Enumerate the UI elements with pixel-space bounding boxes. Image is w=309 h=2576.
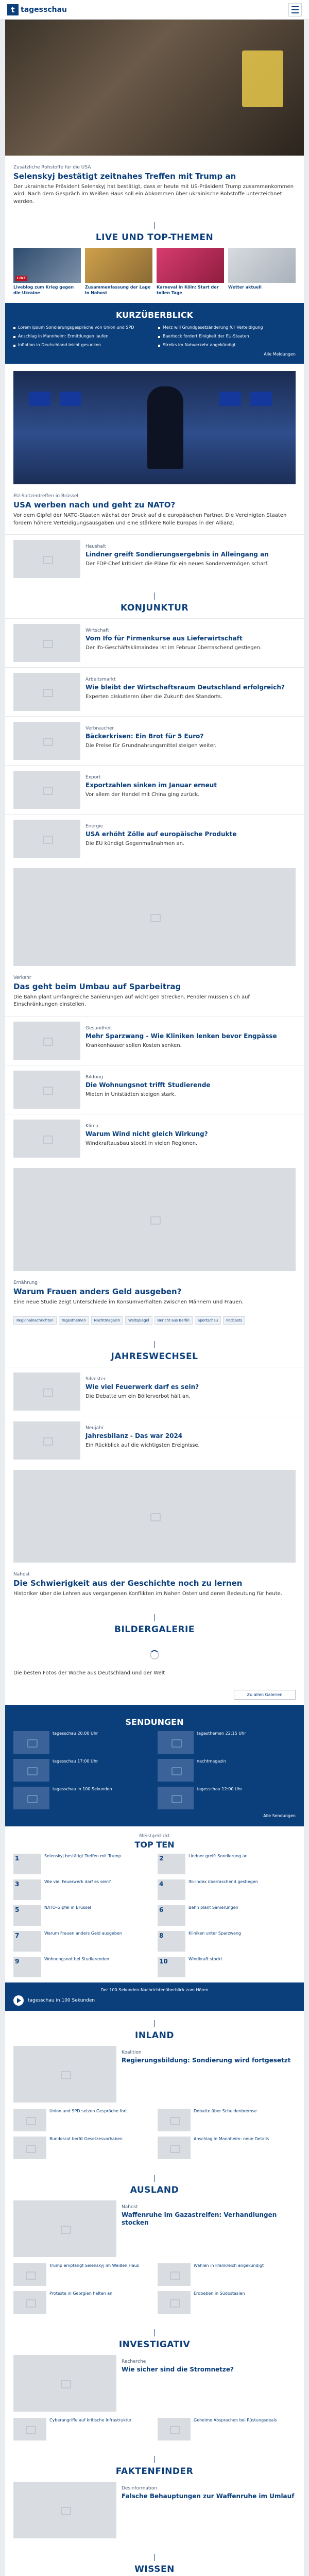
topten-title-text: Kliniken unter Sparzwang	[188, 1930, 242, 1936]
item-headline[interactable]: Falsche Behauptungen zur Waffenruhe im Umlauf	[122, 2492, 295, 2500]
placeholder-image	[13, 771, 80, 809]
konjunktur-title: KONJUNKTUR	[5, 583, 304, 618]
placeholder-image	[13, 2200, 116, 2257]
list-item[interactable]	[5, 618, 304, 667]
list-item[interactable]	[5, 814, 304, 863]
item-topline: Verbraucher	[85, 726, 114, 732]
item-topline: Recherche	[122, 2359, 146, 2364]
ausland-grid	[5, 2263, 304, 2320]
topten-item[interactable]	[158, 1931, 296, 1952]
list-item[interactable]	[5, 667, 304, 716]
placeholder-image	[13, 1372, 80, 1411]
placeholder-image	[13, 1120, 80, 1158]
sendungen	[5, 1705, 304, 1826]
live-image	[13, 248, 81, 283]
sendung-title: tagesschau 12:00 Uhr	[197, 1786, 243, 1791]
topten-rank: 4	[159, 1880, 164, 1888]
chip[interactable]: Nachtmagazin	[91, 1316, 123, 1325]
topten-title-text: Warum Frauen anders Geld ausgeben	[44, 1930, 122, 1936]
topten-title-text: NATO-Gipfel in Brüssel	[44, 1905, 91, 1910]
investigativ-grid	[5, 2418, 304, 2447]
kurz-more-link[interactable]: Alle Meldungen	[264, 352, 296, 357]
logo[interactable]	[7, 4, 67, 15]
item-topline: Neujahr	[85, 1426, 104, 1431]
bildergalerie-title: BILDERGALERIE	[5, 1605, 304, 1640]
story-headline[interactable]: USA werben nach und geht zu NATO?	[13, 500, 176, 510]
faktenfinder-lead[interactable]	[5, 2482, 304, 2545]
topten-item[interactable]	[158, 1957, 296, 1977]
placeholder-image	[13, 673, 80, 711]
topten-title-text: Wohnungsnot bei Studierenden	[44, 1956, 109, 1961]
mini-title: Trump empfängt Selenskyj im Weißen Haus	[49, 2263, 139, 2268]
topten-rank: 3	[15, 1880, 20, 1888]
inland-grid	[5, 2109, 304, 2165]
item-topline: Gesundheit	[85, 1025, 112, 1031]
item-headline[interactable]: Jahresbilanz - Das war 2024	[85, 1432, 183, 1440]
item-topline: Silvester	[85, 1377, 106, 1382]
story-teaser: Vor dem Gipfel der NATO-Staaten wächst der Druck auf die europäischen Partner. Die Vereinigten Staaten fordern höhere Verteidigungsausgaben und eine stärkere Rolle Europas in der Allianz.	[13, 513, 287, 526]
topten-topline: Meistgeklickt	[139, 1833, 170, 1839]
item-topline: Nahost	[122, 2204, 138, 2210]
story-nato[interactable]	[5, 371, 304, 534]
list-item[interactable]	[5, 765, 304, 814]
kurz-item[interactable]: Merz will Grundgesetzänderung für Verteidigung	[158, 325, 296, 331]
wissen-title: WISSEN	[5, 2545, 304, 2576]
placeholder-image	[13, 1022, 80, 1060]
play-icon[interactable]	[13, 1995, 24, 2006]
chip[interactable]: Sportschau	[195, 1316, 221, 1325]
audio-label: Der 100-Sekunden-Nachrichtenüberblick zum Hören	[100, 1987, 209, 1992]
item-teaser: Vor allem der Handel mit China ging zurück.	[85, 792, 200, 798]
item-teaser: Die EU kündigt Gegenmaßnahmen an.	[85, 841, 185, 847]
item-headline[interactable]: Mehr Sparzwang - Wie Kliniken lenken bevor Engpässe	[85, 1032, 277, 1040]
chip[interactable]: Bericht aus Berlin	[154, 1316, 193, 1325]
mini-item[interactable]	[158, 2109, 296, 2131]
topten-rank: 6	[159, 1906, 164, 1913]
kurz-item[interactable]: Anschlag in Mannheim: Ermittlungen laufen	[13, 334, 151, 340]
item-headline[interactable]: Die Wohnungsnot trifft Studierende	[85, 1081, 211, 1089]
item-topline: Export	[85, 775, 101, 781]
lead-teaser: Der ukrainische Präsident Selenskyj hat bestätigt, dass er heute mit US-Präsident Trump zusammenkommen wird. Nach dem Gespräch im Weißen Haus soll ein Abkommen über ukrainische Rohstoffe unterzeichnet werden.	[13, 183, 294, 205]
live-card[interactable]	[85, 248, 152, 296]
topten-rank: 9	[15, 1957, 20, 1965]
list-item[interactable]	[5, 534, 304, 583]
item-teaser: Die Preise für Grundnahrungsmittel steigen weiter.	[85, 743, 217, 749]
mini-item[interactable]	[158, 2291, 296, 2314]
chip-row	[5, 1313, 304, 1332]
sendung-title: tagesthemen 22:15 Uhr	[197, 1731, 246, 1736]
kurz-item[interactable]: Lorem ipsum Sondierungsgespräche von Union und SPD	[13, 325, 151, 331]
story-topline: Nahost	[13, 1572, 30, 1578]
kurz-title: KURZÜBERBLICK	[116, 310, 193, 320]
ausland-title: AUSLAND	[5, 2165, 304, 2200]
mini-item[interactable]	[158, 2137, 296, 2159]
item-topline: Desinformation	[122, 2485, 158, 2491]
galerie-caption: Die besten Fotos der Woche aus Deutschland und der Welt	[13, 1670, 165, 1676]
item-headline[interactable]: Lindner greift Sondierungsergebnis in Alleingang an	[85, 551, 269, 558]
item-teaser: Krankenhäuser sollen Kosten senken.	[85, 1042, 182, 1048]
inland-title: INLAND	[5, 2011, 304, 2046]
lead-topline: Zusätzliche Rohstoffe für die USA	[13, 165, 91, 170]
ausland-lead[interactable]	[5, 2200, 304, 2263]
placeholder-image	[13, 540, 80, 578]
live-card-title: Liveblog zum Krieg gegen die Ukraine	[13, 285, 74, 295]
topten-rank: 10	[159, 1957, 168, 1965]
story-topline: Ernährung	[13, 1280, 38, 1285]
audio-player	[5, 1982, 304, 2011]
item-headline[interactable]: Wie viel Feuerwerk darf es sein?	[85, 1383, 199, 1391]
mini-title: Erdbeben in Südostasien	[194, 2291, 245, 2296]
placeholder-image	[13, 624, 80, 662]
logo-text: tagesschau	[21, 5, 67, 14]
audio-title: tagesschau in 100 Sekunden	[28, 1997, 95, 2003]
item-topline: Arbeitsmarkt	[85, 677, 116, 683]
placeholder-image	[13, 1168, 296, 1271]
placeholder-image	[13, 868, 296, 966]
topten-item[interactable]	[158, 1905, 296, 1926]
live-image	[228, 248, 296, 283]
placeholder-image	[13, 1421, 80, 1460]
live-image	[85, 248, 152, 283]
topten-item[interactable]	[158, 1854, 296, 1874]
faktenfinder-title: FAKTENFINDER	[5, 2447, 304, 2482]
topten-title-text: Windkraft stockt	[188, 1956, 222, 1961]
kurzueberblick	[5, 303, 304, 364]
mini-title: Proteste in Georgien halten an	[49, 2291, 113, 2296]
live-card-title: Karneval in Köln: Start der tollen Tage	[157, 285, 219, 295]
topten-title-text: Lindner greift Sondierung an	[188, 1853, 248, 1858]
item-teaser: Ein Rückblick auf die wichtigsten Ereignisse.	[85, 1443, 200, 1449]
topten-title-text: Wie viel Feuerwerk darf es sein?	[44, 1879, 111, 1884]
story-topline: EU-Spitzentreffen in Brüssel	[13, 494, 78, 499]
story-topline: Verkehr	[13, 975, 31, 981]
story-headline[interactable]: Das geht beim Umbau auf Sparbeitrag	[13, 982, 181, 992]
menu-icon[interactable]	[288, 3, 302, 16]
sendung-item[interactable]	[158, 1731, 296, 1754]
chip[interactable]: Weltspiegel	[125, 1316, 152, 1325]
mini-title: Bundesrat berät Gesetzesvorhaben	[49, 2136, 123, 2141]
item-teaser: Windkraftausbau stockt in vielen Regionen.	[85, 1140, 198, 1146]
sendung-item[interactable]	[158, 1759, 296, 1782]
loading-spinner-icon	[150, 1650, 159, 1659]
live-card-title: Zusammenfassung der Lage in Nahost	[85, 285, 151, 295]
mini-title: Geheime Absprachen bei Rüstungsdeals	[194, 2417, 277, 2422]
item-teaser: Experten diskutieren über die Zukunft des Standorts.	[85, 694, 222, 700]
topten-rank: 1	[15, 1854, 20, 1862]
nato-image	[13, 371, 296, 484]
sendung-item[interactable]	[13, 1787, 151, 1809]
list-item[interactable]	[5, 1367, 304, 1416]
mini-title: Wahlen in Frankreich angekündigt	[194, 2263, 264, 2268]
sendung-title: tagesschau 17:00 Uhr	[53, 1758, 98, 1764]
topten-title: TOP TEN	[134, 1839, 175, 1850]
investigativ-lead[interactable]	[5, 2355, 304, 2418]
sendung-title: tagesschau 20:00 Uhr	[53, 1731, 98, 1736]
mini-item[interactable]	[13, 2109, 151, 2131]
placeholder-image	[13, 1470, 296, 1563]
sendungen-title: SENDUNGEN	[125, 1717, 184, 1727]
kurz-item[interactable]: Streiks im Nahverkehr angekündigt	[158, 343, 296, 348]
list-item[interactable]	[5, 1065, 304, 1114]
story-wide-3[interactable]	[5, 1470, 304, 1605]
kurz-item[interactable]: Inflation in Deutschland leicht gesunken	[13, 343, 151, 348]
topten-item[interactable]	[13, 1905, 151, 1926]
sendungen-more-link[interactable]: Alle Sendungen	[263, 1813, 296, 1818]
topten-rank: 2	[159, 1854, 164, 1862]
story-wide-2[interactable]	[5, 1168, 304, 1313]
item-headline[interactable]: Waffenruhe im Gazastreifen: Verhandlungen stocken	[122, 2211, 277, 2226]
item-topline: Klima	[85, 1123, 99, 1129]
live-card-title: Wetter aktuell	[228, 285, 262, 290]
topten-item[interactable]	[13, 1879, 151, 1900]
story-headline[interactable]: Warum Frauen anders Geld ausgeben?	[13, 1286, 182, 1296]
placeholder-image	[13, 1071, 80, 1109]
sendung-item[interactable]	[13, 1731, 151, 1754]
topten-title-text: Bahn plant Sanierungen	[188, 1905, 238, 1910]
live-card[interactable]	[157, 248, 224, 296]
galerie-more-button[interactable]: Zu allen Galerien	[234, 1690, 296, 1700]
topten-title-text: Selenskyj bestätigt Treffen mit Trump	[44, 1853, 121, 1858]
live-card[interactable]	[13, 248, 81, 296]
lead-story[interactable]	[5, 20, 304, 213]
mini-item[interactable]	[13, 2137, 151, 2159]
topten-item[interactable]	[158, 1879, 296, 1900]
story-teaser: Eine neue Studie zeigt Unterschiede im Konsumverhalten zwischen Männern und Frauen.	[13, 1299, 244, 1305]
story-wide[interactable]	[5, 868, 304, 1016]
jahreswechsel-title: JAHRESWECHSEL	[5, 1332, 304, 1367]
mini-item[interactable]	[13, 2263, 151, 2286]
mini-item[interactable]	[158, 2263, 296, 2286]
main-content	[5, 20, 304, 2576]
item-teaser: Der Ifo-Geschäftsklimaindex ist im Februar überraschend gestiegen.	[85, 645, 262, 651]
item-headline[interactable]: Vom Ifo für Firmenkurse aus Lieferwirtschaft	[85, 635, 243, 642]
live-row	[5, 248, 304, 303]
placeholder-image	[13, 820, 80, 858]
placeholder-image	[13, 2046, 116, 2103]
inland-lead[interactable]	[5, 2046, 304, 2109]
chip[interactable]: Regionalnachrichten	[13, 1316, 57, 1325]
item-teaser: Mieten in Unistädten steigen stark.	[85, 1091, 176, 1097]
sendung-item[interactable]	[13, 1759, 151, 1782]
sendung-title: tagesschau in 100 Sekunden	[53, 1786, 112, 1791]
mini-item[interactable]	[13, 2418, 151, 2441]
investigativ-title: INVESTIGATIV	[5, 2320, 304, 2355]
live-image	[157, 248, 224, 283]
topten-item[interactable]	[13, 1854, 151, 1874]
header	[0, 0, 309, 20]
topten-rank: 7	[15, 1931, 20, 1939]
topten-item[interactable]	[13, 1957, 151, 1977]
logo-mark: t	[7, 4, 19, 15]
item-teaser: Der FDP-Chef kritisiert die Pläne für ein neues Sondervermögen scharf.	[85, 561, 269, 567]
lead-headline[interactable]: Selenskyj bestätigt zeitnahes Treffen mit Trump an	[13, 172, 236, 181]
item-topline: Wirtschaft	[85, 628, 109, 634]
story-teaser: Historiker über die Lehren aus vergangenen Konflikten im Nahen Osten und deren Bedeutung für heute.	[13, 1590, 282, 1597]
lead-image[interactable]	[5, 20, 304, 156]
live-section-title: LIVE UND TOP-THEMEN	[5, 213, 304, 248]
story-teaser: Die Bahn plant umfangreiche Sanierungen auf wichtigen Strecken. Pendler müssen sich auf Einschränkungen einstellen.	[13, 994, 250, 1008]
mini-title: Union und SPD setzen Gespräche fort	[49, 2108, 127, 2113]
item-teaser: Die Debatte um ein Böllerverbot hält an.	[85, 1394, 191, 1400]
list-item[interactable]	[5, 716, 304, 765]
placeholder-image	[13, 2355, 116, 2412]
placeholder-image	[13, 722, 80, 760]
list-item[interactable]	[5, 1016, 304, 1065]
list-item[interactable]	[5, 1114, 304, 1163]
mini-title: Cyberangriffe auf kritische Infrastruktur	[49, 2417, 132, 2422]
list-item[interactable]	[5, 1416, 304, 1465]
item-topline: Haushalt	[85, 544, 106, 550]
chip[interactable]: Podcasts	[223, 1316, 245, 1325]
item-topline: Bildung	[85, 1074, 104, 1080]
live-card[interactable]	[228, 248, 296, 296]
sendung-item[interactable]	[158, 1787, 296, 1809]
item-headline[interactable]: Warum Wind nicht gleich Wirkung?	[85, 1130, 208, 1138]
mini-title: Debatte über Schuldenbremse	[194, 2108, 257, 2113]
item-headline[interactable]: Wie sicher sind die Stromnetze?	[122, 2365, 234, 2373]
mini-item[interactable]	[158, 2418, 296, 2441]
sendung-title: nachtmagazin	[197, 1758, 226, 1764]
item-headline[interactable]: Bäckerkrisen: Ein Brot für 5 Euro?	[85, 733, 204, 740]
topten-rank: 8	[159, 1931, 164, 1939]
kurz-item[interactable]: Baerbock fordert Einigkeit der EU-Staaten	[158, 334, 296, 340]
topten-title-text: Ifo-Index überraschend gestiegen	[188, 1879, 258, 1884]
mini-item[interactable]	[13, 2291, 151, 2314]
story-headline[interactable]: Die Schwierigkeit aus der Geschichte noch zu lernen	[13, 1579, 243, 1588]
item-headline[interactable]: Exportzahlen sinken im Januar erneut	[85, 782, 217, 789]
item-headline[interactable]: Regierungsbildung: Sondierung wird fortgesetzt	[122, 2056, 291, 2064]
topten-rank: 5	[15, 1906, 20, 1913]
chip[interactable]: Tagesthemen	[59, 1316, 89, 1325]
live-badge: LIVE	[15, 276, 27, 281]
item-headline[interactable]: Wie bleibt der Wirtschaftsraum Deutschland erfolgreich?	[85, 684, 285, 691]
topten-grid	[5, 1854, 304, 1982]
item-topline: Energie	[85, 824, 104, 829]
item-headline[interactable]: USA erhöht Zölle auf europäische Produkte	[85, 831, 237, 838]
mini-title: Anschlag in Mannheim: neue Details	[194, 2136, 269, 2141]
item-topline: Koalition	[122, 2049, 142, 2055]
topten-item[interactable]	[13, 1931, 151, 1952]
placeholder-image	[13, 2482, 116, 2538]
